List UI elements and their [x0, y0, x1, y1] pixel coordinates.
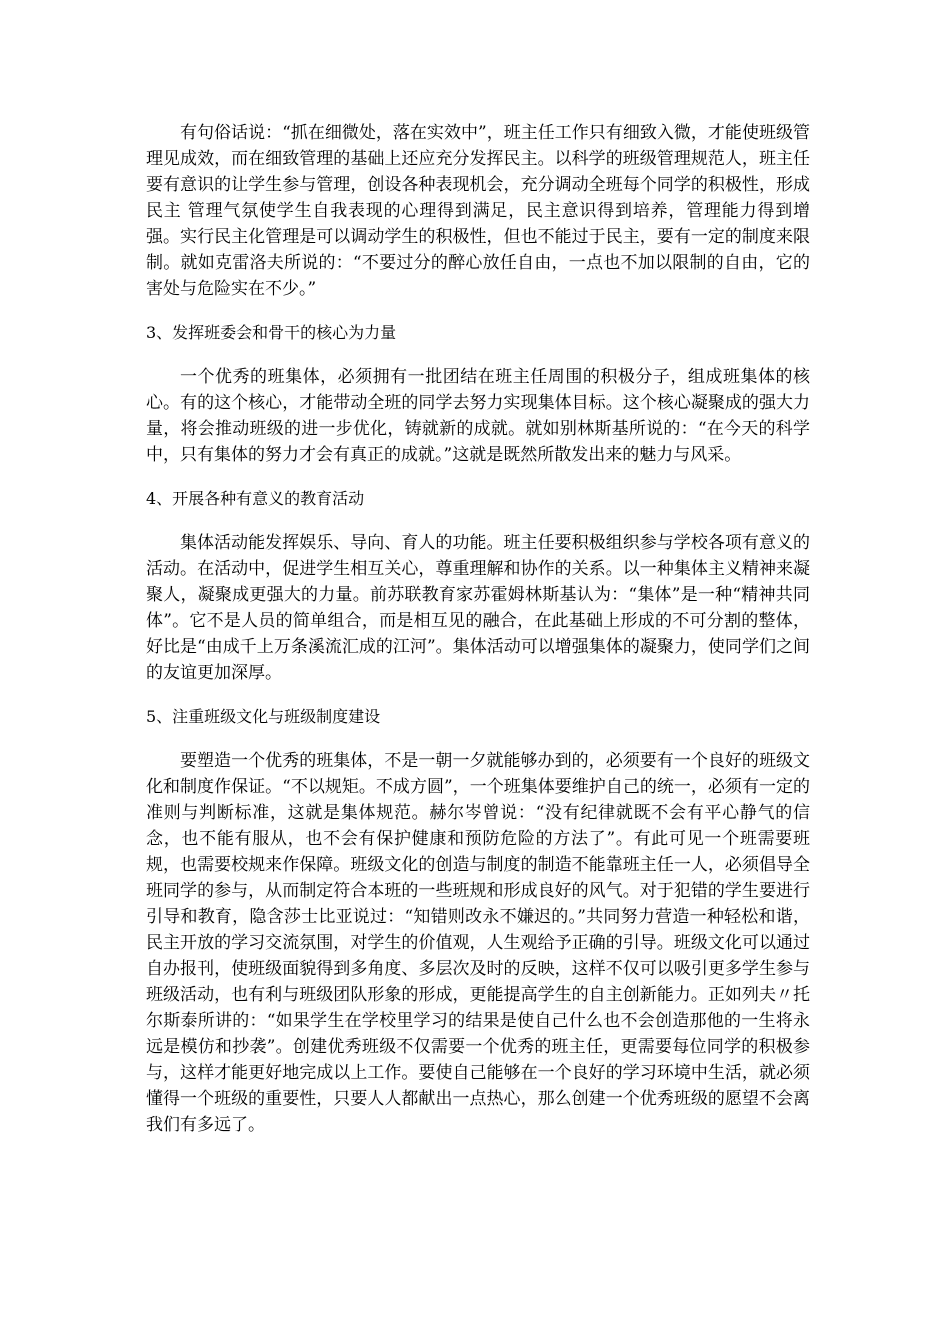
paragraph-democratic-management: 有句俗话说：“抓在细微处，落在实效中”，班主任工作只有细致入微，才能使班级管理见成效，而在细致管理的基础上还应充分发挥民主。以科学的班级管理规范人，班主任要有意识的让学生参与管理，创设各种表现机会，充分调动全班每个同学的积极性，形成民主 管理气氛使学生自我表现的心理得到满足，民主意识得到培养，管理能力得到增强。实行民主化管理是可以调动学生的积极性，但也不能过于民主，要有一定的制度来限制。就如克雷洛夫所说的：“不要过分的醉心放任自由，一点也不加以限制的自由，它的害处与危险实在不少。” — [146, 123, 810, 299]
paragraph-class-committee: 一个优秀的班集体，必须拥有一批团结在班主任周围的积极分子，组成班集体的核心。有的这个核心，才能带动全班的同学去努力实现集体目标。这个核心凝聚成的强大力量，将会推动班级的进一步优化，铸就新的成就。就如别林斯基所说的：“在今天的科学中，只有集体的努力才会有真正的成就。”这就是既然所散发出来的魅力与风采。 — [146, 367, 810, 465]
paragraph-class-culture: 要塑造一个优秀的班集体，不是一朝一夕就能够办到的，必须要有一个良好的班级文化和制度作保证。“不以规矩。不成方圆”，一个班集体要维护自己的统一，必须有一定的准则与判断标准，这就是集体规范。赫尔岑曾说：“没有纪律就既不会有平心静气的信念，也不能有服从，也不会有保护健康和预防危险的方法了”。有此可见一个班需要班规，也需要校规来作保障。班级文化的创造与制度的制造不能靠班主任一人，必须倡导全班同学的参与，从而制定符合本班的一些班规和形成良好的风气。对于犯错的学生要进行引导和教育，隐含莎士比亚说过：“知错则改永不嫌迟的。”共同努力营造一种轻松和谐，民主开放的学习交流氛围，对学生的价值观，人生观给予正确的引导。班级文化可以通过自办报刊，使班级面貌得到多角度、多层次及时的反映，这样不仅可以吸引更多学生参与班级活动，也有利与班级团队形象的形成，更能提高学生的自主创新能力。正如列夫〃托尔斯泰所讲的：“如果学生在学校里学习的结果是使自己什么也不会创造那他的一生将永远是模仿和抄袭”。创建优秀班级不仅需要一个优秀的班主任，更需要每位同学的积极参与，这样才能更好地完成以上工作。要使自己能够在一个良好的学习环境中生活，就必须懂得一个班级的重要性，只要人人都献出一点热心，那么创建一个优秀班级的愿望不会离我们有多远了。 — [146, 751, 810, 1135]
heading-class-committee: 3、发挥班委会和骨干的核心为力量 — [146, 323, 397, 342]
heading-class-culture: 5、注重班级文化与班级制度建设 — [146, 707, 381, 726]
paragraph-education-activities: 集体活动能发挥娱乐、导向、育人的功能。班主任要积极组织参与学校各项有意义的活动。在活动中，促进学生相互关心，尊重理解和协作的关系。以一种集体主义精神来凝聚人，凝聚成更强大的力量。前苏联教育家苏霍姆林斯基认为：“集体”是一种“精神共同体”。它不是人员的简单组合，而是相互见的融合，在此基础上形成的不可分割的整体，好比是“由成千上万条溪流汇成的江河”。集体活动可以增强集体的凝聚力，使同学们之间的友谊更加深厚。 — [146, 533, 810, 683]
document-body — [146, 120, 810, 1138]
heading-education-activities: 4、开展各种有意义的教育活动 — [146, 489, 365, 508]
